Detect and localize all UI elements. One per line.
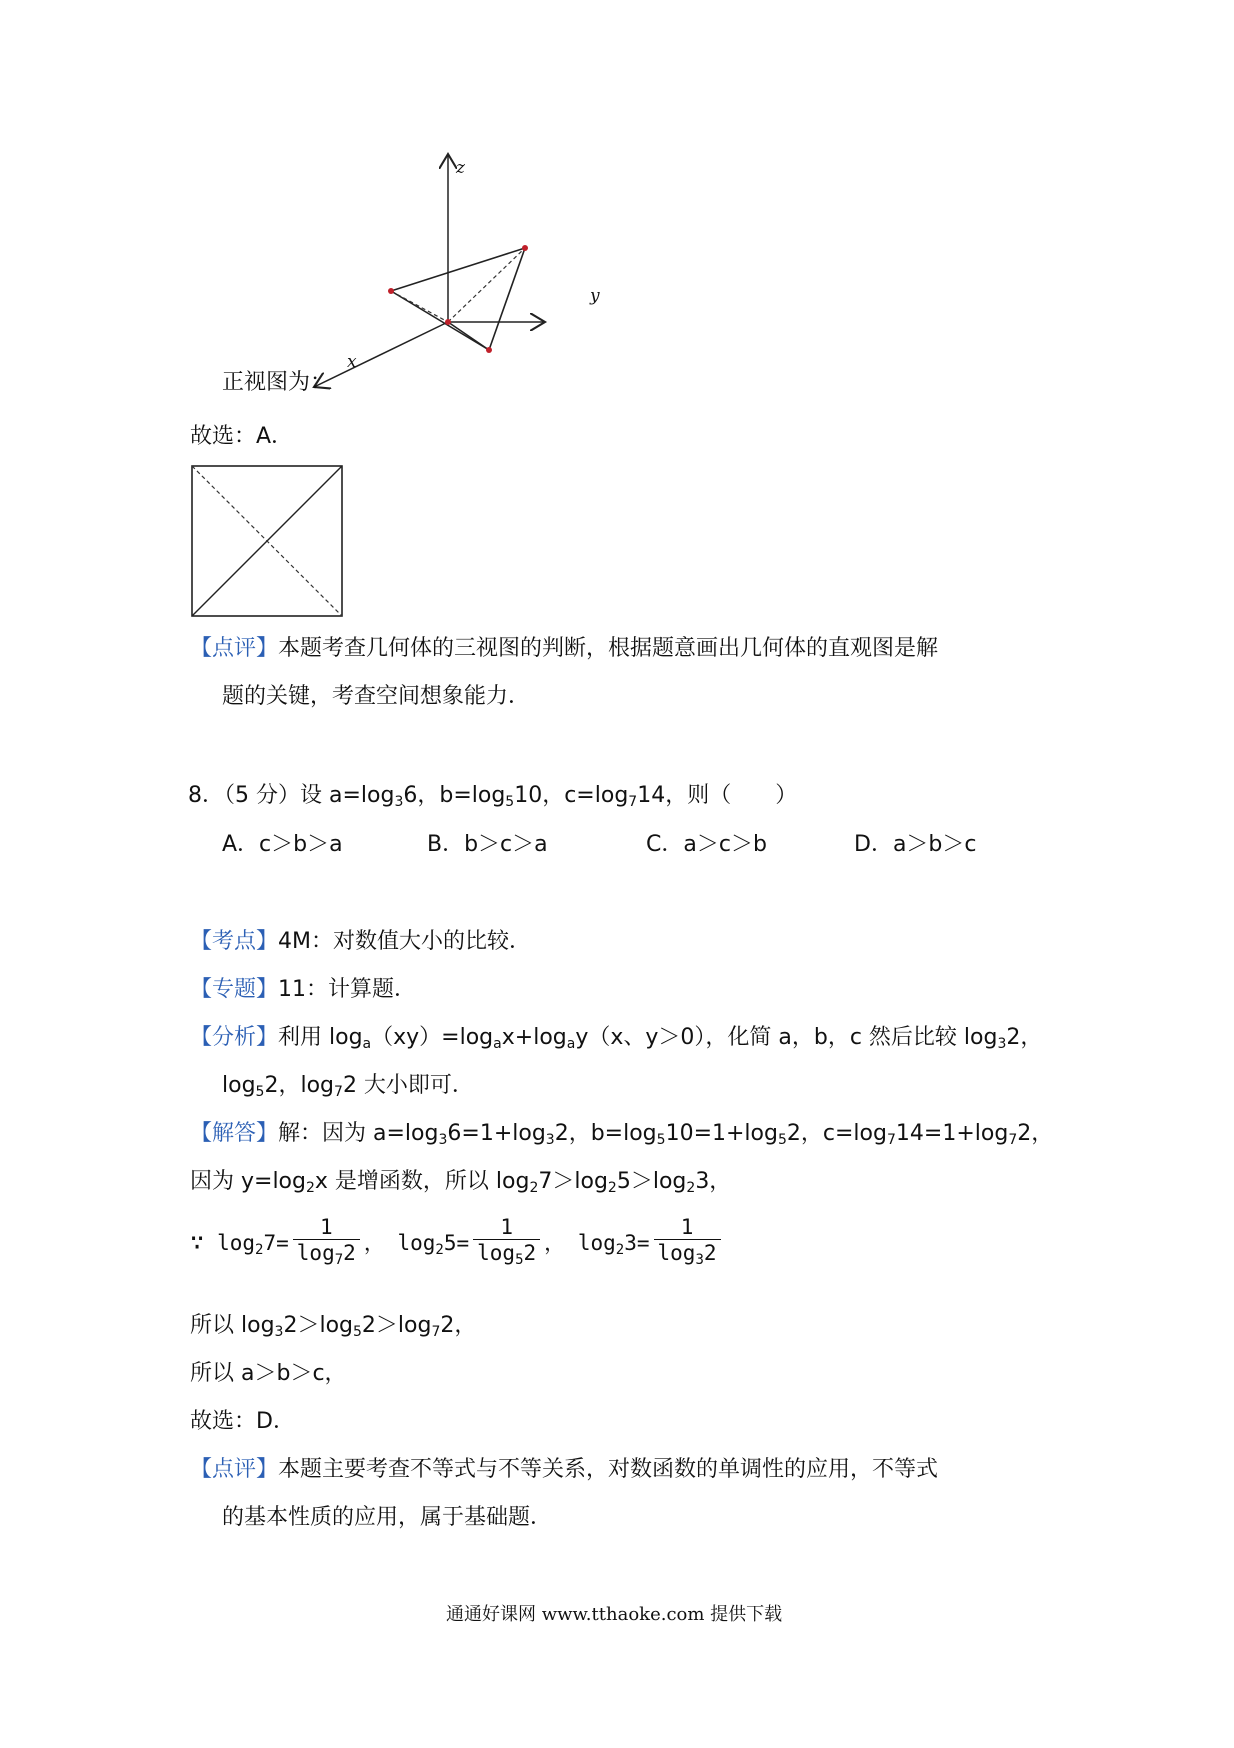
kaodian-tag: 【考点】	[190, 929, 279, 954]
comment-tag: 【点评】	[190, 636, 279, 661]
answer-prev: 故选：A．	[190, 424, 294, 449]
log-reciprocal-formula: ∵ $\log_27=$ $\frac{1}{\log_72}$ ， $\log_25=$ $\frac{1}{\log_52}$ ， $\log_23=$ $\frac{1}{\log_32}$	[190, 1215, 725, 1273]
zhuanti-line: 【专题】11：计算题．	[190, 977, 417, 1002]
comment-line2: 的基本性质的应用，属于基础题．	[222, 1505, 553, 1530]
jieda-line1: 【解答】解：因为 $a=\log_36=1+\log_32$，$b=\log_510=1+\log_52$，$c=\log_714=1+\log_72$，	[190, 1121, 1054, 1148]
option-d: D．a＞b＞c	[854, 832, 977, 857]
kaodian-line: 【考点】4M：对数值大小的比较．	[190, 929, 531, 954]
axis-label-x: x	[347, 352, 357, 372]
option-a: A．c＞b＞a	[222, 832, 343, 857]
jieda-tag: 【解答】	[190, 1121, 279, 1146]
comment-tag-2: 【点评】	[190, 1457, 279, 1482]
footer-text: 通通好课网 www.tthaoke.com 提供下载	[446, 1604, 783, 1625]
answer-d: 故选：D．	[190, 1409, 295, 1434]
comment-text: 本题考查几何体的三视图的判断，根据题意画出几何体的直观图是解	[278, 636, 939, 661]
option-b: B．b＞c＞a	[427, 832, 548, 857]
jieda-line4: 所以 $\log_32>\log_52>\log_72$，	[190, 1313, 477, 1340]
axis-label-z: z	[456, 158, 465, 178]
comment-prev-line1	[190, 631, 938, 662]
fenxi-line1: 【分析】利用 $\log_a(xy)=\log_ax+\log_ay(x$、y＞0），化简 a，b，c 然后比较 $\log_32$，	[190, 1025, 1043, 1052]
fenxi-line2: $\log_52$，$\log_72$ 大小即可．	[222, 1073, 474, 1100]
jieda-line5: 所以 a＞b＞c，	[190, 1361, 347, 1386]
axis-label-y: y	[590, 286, 600, 306]
question-8-stem: 8．（5 分）设 $a=\log_36$，$b=\log_510$，$c=\log_714$，则（ ）	[188, 783, 798, 810]
comment-line1: 【点评】本题主要考查不等式与不等关系，对数函数的单调性的应用，不等式	[190, 1457, 939, 1482]
x-axis	[314, 322, 448, 387]
jieda-line2: 因为 $y=\log_2x$ 是增函数，所以 $\log_27>\log_25>\log_23$，	[190, 1169, 732, 1196]
option-c: C．a＞c＞b	[646, 832, 767, 857]
zhuanti-tag: 【专题】	[190, 977, 279, 1002]
comment-prev-line2: 题的关键，考查空间想象能力．	[222, 684, 531, 709]
front-view-caption: 正视图为：	[222, 370, 333, 395]
front-view-square	[190, 464, 344, 618]
fenxi-tag: 【分析】	[190, 1025, 279, 1050]
question-8-options	[222, 827, 976, 858]
